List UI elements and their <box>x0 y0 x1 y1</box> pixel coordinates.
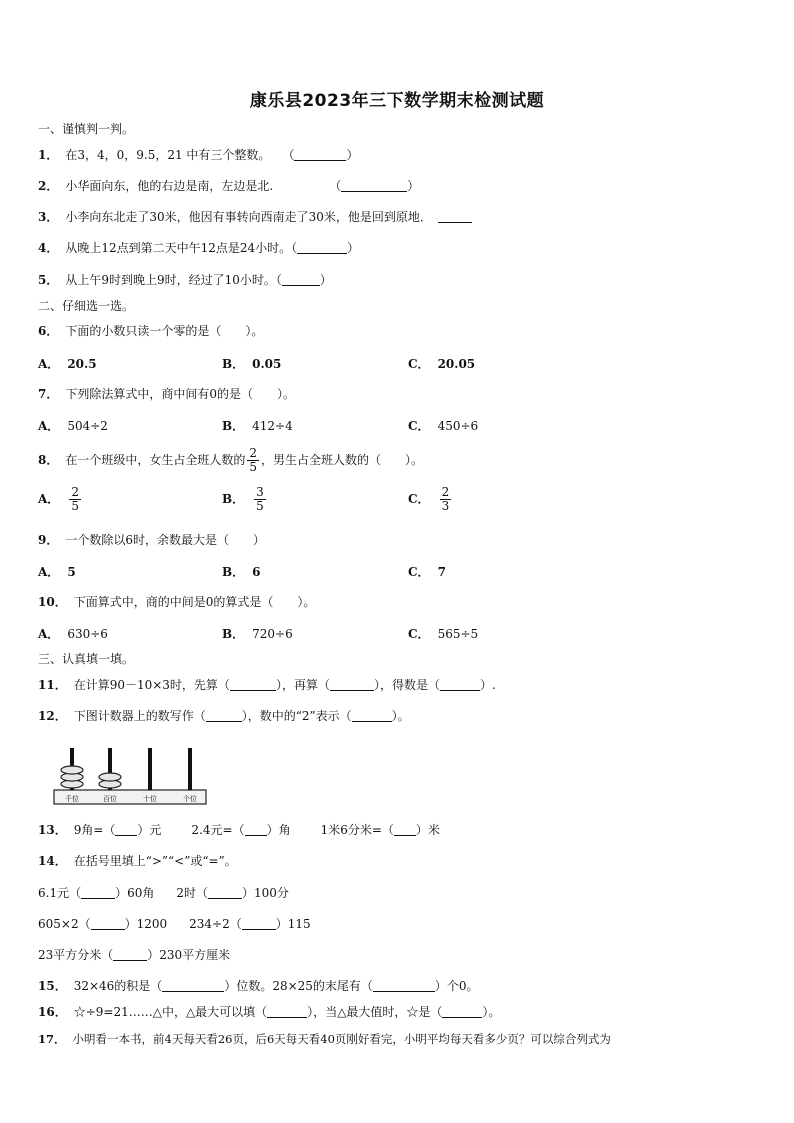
q1-text: 在3，4，0，9.5，21 中有三个整数。 <box>65 148 271 162</box>
q2-paren-open: （ <box>329 179 342 193</box>
place-label-tens: 十位 <box>143 795 157 803</box>
q13-c-text-1: 1米6分米=（ <box>320 823 394 837</box>
q14-blank-5[interactable] <box>113 948 147 961</box>
fraction-numerator: 2 <box>249 446 258 460</box>
q7-option-a[interactable] <box>38 417 108 434</box>
option-label: C． <box>408 565 430 579</box>
q6-option-a[interactable] <box>38 355 97 372</box>
q16-text-1: ☆÷9=21……△中，△最大可以填（ <box>73 1005 268 1019</box>
option-value: 7 <box>437 565 446 579</box>
q1-paren-close: ） <box>346 148 359 162</box>
q3-answer-blank[interactable] <box>438 210 472 223</box>
question-12 <box>38 708 410 724</box>
q14-row-2 <box>38 916 311 932</box>
q11-text-4: ）. <box>479 678 496 692</box>
place-label-thousands: 千位 <box>65 795 79 803</box>
q16-text-2: ），当△最大值时，☆是（ <box>307 1005 443 1019</box>
q3-text: 小李向东北走了30米，他因有事转向西南走了30米，他是回到原地． <box>65 210 432 224</box>
option-fraction <box>254 486 266 513</box>
option-label: B． <box>222 419 245 433</box>
question-5 <box>38 272 332 288</box>
option-label: A． <box>38 419 60 433</box>
bead <box>61 766 83 774</box>
option-label: C． <box>408 357 430 371</box>
q15-number: 15． <box>38 979 67 993</box>
q1-paren-open: （ <box>288 148 295 162</box>
q6-option-b[interactable] <box>222 355 281 372</box>
q8-text-post: ，男生占全班人数的（ ）。 <box>261 453 424 467</box>
option-label: A． <box>38 357 60 371</box>
q9-option-c[interactable] <box>408 563 446 580</box>
question-2 <box>38 178 419 194</box>
q5-answer-blank[interactable] <box>282 273 320 286</box>
q16-number: 16． <box>38 1005 67 1019</box>
option-value: 412÷4 <box>252 419 293 433</box>
question-14 <box>38 853 237 869</box>
q14-item-3-pre: 605×2（ <box>38 917 91 931</box>
q11-text-3: ），得数是（ <box>373 678 440 692</box>
counting-frame-drawing <box>52 744 212 806</box>
q8-text-pre: 在一个班级中，女生占全班人数的 <box>65 453 246 467</box>
question-6 <box>38 323 263 339</box>
option-label: A． <box>38 492 60 506</box>
page-title: 康乐县2023年三下数学期末检测试题 <box>249 91 545 111</box>
option-label: C． <box>408 627 430 641</box>
q14-item-2-pre: 2时（ <box>176 886 209 900</box>
q2-paren-close: ） <box>407 179 420 193</box>
q7-number: 7． <box>38 387 59 401</box>
q13-blank-1[interactable] <box>115 823 137 836</box>
q8-fraction <box>247 447 259 474</box>
option-fraction <box>440 486 452 513</box>
q2-answer-blank[interactable] <box>341 179 407 192</box>
option-label: C． <box>408 419 430 433</box>
q10-text: 下面算式中，商的中间是0的算式是（ ）。 <box>73 595 316 609</box>
q13-b-text-1: 2.4元=（ <box>191 823 245 837</box>
q9-option-a[interactable] <box>38 563 76 580</box>
q17-text: 小明看一本书，前4天每天看26页，后6天每天看40页刚好看完，小明平均每天看多少页？可以综合列式为 <box>72 1032 611 1046</box>
fraction-denominator: 3 <box>441 499 450 513</box>
question-17 <box>38 1031 611 1047</box>
q11-text-1: 在计算90－10×3时，先算（ <box>73 678 230 692</box>
place-label-ones: 个位 <box>183 795 197 803</box>
q14-item-1-pre: 6.1元（ <box>38 886 82 900</box>
fraction-numerator: 2 <box>71 485 79 499</box>
q4-paren-close: ） <box>347 241 360 255</box>
option-value: 450÷6 <box>437 419 479 433</box>
bead <box>99 773 121 781</box>
option-label: C． <box>408 492 430 506</box>
q14-row-1 <box>38 885 289 901</box>
question-11 <box>38 677 496 693</box>
q12-text-3: ）。 <box>391 709 410 723</box>
option-label: B． <box>222 627 245 641</box>
place-label-hundreds: 百位 <box>103 795 117 803</box>
q14-text: 在括号里填上“>”“<”或“=”。 <box>73 854 237 868</box>
q13-c-text-2: ）米 <box>415 823 440 837</box>
q10-number: 10． <box>38 595 67 609</box>
q12-text-1: 下图计数器上的数写作（ <box>73 709 206 723</box>
q5-paren-close: ） <box>319 273 332 287</box>
fraction-numerator: 3 <box>256 485 264 499</box>
q14-blank-2[interactable] <box>208 886 242 899</box>
q12-number: 12． <box>38 709 67 723</box>
option-value: 5 <box>67 565 76 579</box>
q4-answer-blank[interactable] <box>297 241 347 254</box>
section-3-heading: 三、认真填一填。 <box>38 652 135 666</box>
section-2-heading: 二、仔细选一选。 <box>38 299 135 313</box>
option-value: 6 <box>252 565 261 579</box>
q17-number: 17． <box>38 1032 66 1046</box>
q16-text-3: ）。 <box>482 1005 501 1019</box>
question-9 <box>38 532 265 548</box>
option-value: 20.5 <box>67 357 97 371</box>
counting-frame-image <box>52 744 212 810</box>
q12-blank-1[interactable] <box>206 709 242 722</box>
q4-number: 4． <box>38 241 59 255</box>
q11-text-2: ），再算（ <box>275 678 330 692</box>
q8-option-a[interactable] <box>38 486 83 513</box>
q12-text-2: ），数中的“2”表示（ <box>241 709 352 723</box>
q14-blank-4[interactable] <box>242 917 276 930</box>
q11-number: 11． <box>38 678 67 692</box>
q11-blank-1[interactable] <box>230 678 276 691</box>
q7-option-b[interactable] <box>222 417 293 434</box>
question-13 <box>38 822 440 838</box>
q13-a-text-1: 9角=（ <box>73 823 116 837</box>
question-3 <box>38 209 472 225</box>
question-4 <box>38 240 359 256</box>
q13-blank-3[interactable] <box>394 823 416 836</box>
option-value: 630÷6 <box>67 627 108 641</box>
q1-answer-blank[interactable] <box>294 148 346 161</box>
question-15 <box>38 978 479 994</box>
q14-blank-3[interactable] <box>91 917 125 930</box>
q13-number: 13． <box>38 823 67 837</box>
q14-item-5-pre: 23平方分米（ <box>38 948 114 962</box>
q5-text: 从上午9时到晚上9时，经过了10小时。（ <box>65 273 282 287</box>
q2-text: 小华面向东，他的右边是南，左边是北. <box>65 179 274 193</box>
q1-number: 1． <box>38 148 59 162</box>
q14-item-4-pre: 234÷2（ <box>189 917 242 931</box>
q14-item-5-post: ）230平方厘米 <box>147 948 231 962</box>
q9-option-b[interactable] <box>222 563 261 580</box>
option-label: B． <box>222 492 245 506</box>
q7-text: 下列除法算式中，商中间有0的是（ ）。 <box>65 387 295 401</box>
option-label: B． <box>222 565 245 579</box>
q14-number: 14． <box>38 854 67 868</box>
q13-a-text-2: ）元 <box>137 823 162 837</box>
q2-number: 2． <box>38 179 59 193</box>
q9-number: 9． <box>38 533 59 547</box>
q15-blank-2[interactable] <box>373 979 435 992</box>
q7-option-c[interactable] <box>408 417 478 434</box>
fraction-denominator: 5 <box>71 499 79 513</box>
q14-item-4-post: ）115 <box>275 917 311 931</box>
q6-text: 下面的小数只读一个零的是（ ）。 <box>65 324 264 338</box>
q8-number: 8． <box>38 453 59 467</box>
question-8 <box>38 443 423 477</box>
q11-blank-3[interactable] <box>440 678 480 691</box>
question-16 <box>38 1004 500 1020</box>
q15-text-1: 32×46的积是（ <box>73 979 163 993</box>
option-fraction <box>69 486 81 513</box>
fraction-numerator: 2 <box>441 485 450 499</box>
q6-number: 6． <box>38 324 59 338</box>
q5-number: 5． <box>38 273 59 287</box>
q16-blank-1[interactable] <box>267 1005 307 1018</box>
question-1 <box>38 147 358 163</box>
option-value: 0.05 <box>252 357 282 371</box>
option-value: 720÷6 <box>252 627 293 641</box>
q6-option-c[interactable] <box>408 355 475 372</box>
option-value: 504÷2 <box>67 419 108 433</box>
q13-b-text-2: ）角 <box>266 823 291 837</box>
q3-number: 3． <box>38 210 59 224</box>
q14-item-3-post: ）1200 <box>124 917 168 931</box>
q14-row-3 <box>38 947 230 963</box>
option-label: A． <box>38 627 60 641</box>
option-label: B． <box>222 357 245 371</box>
fraction-denominator: 5 <box>249 460 258 474</box>
q4-text: 从晚上12点到第二天中午12点是24小时。（ <box>65 241 298 255</box>
q12-blank-2[interactable] <box>352 709 392 722</box>
q10-option-a[interactable] <box>38 625 108 642</box>
q11-blank-2[interactable] <box>330 678 374 691</box>
q9-text: 一个数除以6时，余数最大是（ ） <box>65 533 265 547</box>
q15-text-3: ）个0。 <box>434 979 479 993</box>
q14-item-1-post: ）60角 <box>115 886 155 900</box>
q8-option-b[interactable] <box>222 486 268 513</box>
q8-option-c[interactable] <box>408 486 453 513</box>
option-value: 565÷5 <box>437 627 479 641</box>
option-label: A． <box>38 565 60 579</box>
q10-option-b[interactable] <box>222 625 293 642</box>
fraction-denominator: 5 <box>256 499 264 513</box>
q16-blank-2[interactable] <box>442 1005 482 1018</box>
section-1-heading: 一、谨慎判一判。 <box>38 122 135 136</box>
question-10 <box>38 594 315 610</box>
q10-option-c[interactable] <box>408 625 478 642</box>
question-7 <box>38 386 295 402</box>
q15-blank-1[interactable] <box>162 979 224 992</box>
q15-text-2: ）位数。28×25的末尾有（ <box>224 979 373 993</box>
q13-blank-2[interactable] <box>245 823 267 836</box>
q14-item-2-post: ）100分 <box>242 886 289 900</box>
option-value: 20.05 <box>437 357 476 371</box>
q14-blank-1[interactable] <box>81 886 115 899</box>
